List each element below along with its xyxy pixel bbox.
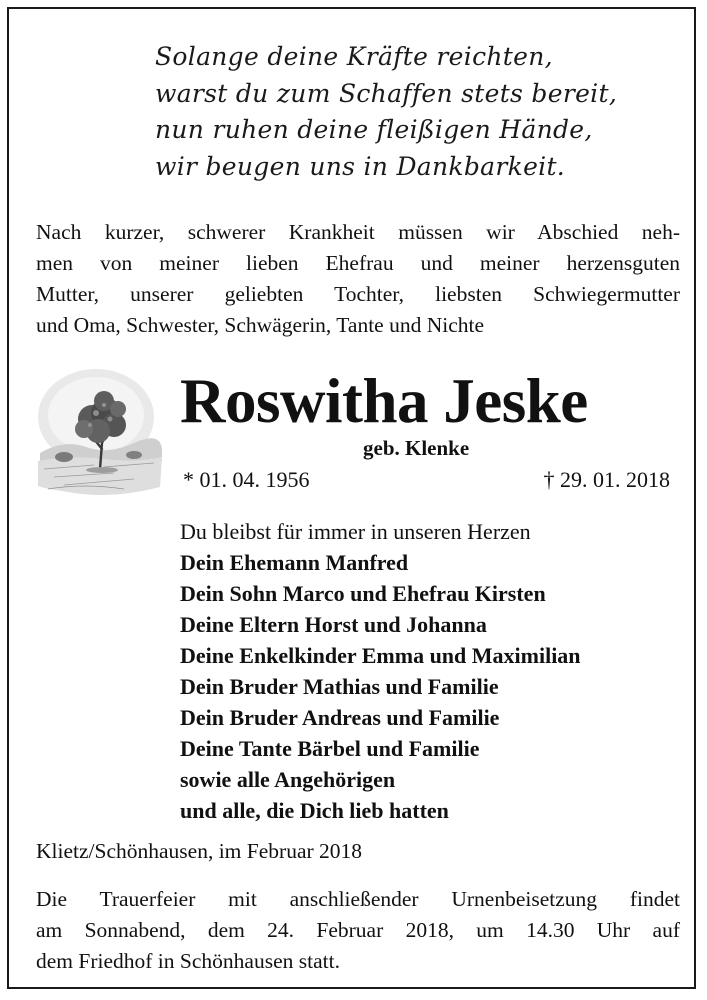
mourner-entry: Deine Eltern Horst und Johanna (180, 612, 487, 637)
intro-paragraph (36, 217, 680, 341)
place-and-date: Klietz/Schönhausen, im Februar 2018 (36, 839, 363, 863)
mourners-lead: Du bleibst für immer in unseren Herzen (180, 519, 531, 544)
mourner-entry: Dein Bruder Andreas und Familie (180, 705, 500, 730)
mourner-entry: sowie alle Angehörigen (180, 767, 396, 792)
intro-line: und Oma, Schwester, Schwägerin, Tante und Nichte (36, 313, 485, 337)
poem-line: Solange deine Kräfte reichten, (155, 42, 553, 71)
mourner-entry: Dein Ehemann Manfred (180, 550, 409, 575)
poem-line: wir beugen uns in Dankbarkeit. (155, 151, 566, 181)
tree-landscape-illustration (34, 357, 164, 507)
memorial-poem (155, 39, 675, 185)
poem-line: warst du zum Schaffen stets bereit, (155, 78, 618, 108)
funeral-line: am Sonnabend, dem 24. Februar 2018, um 14.30 Uhr auf (36, 918, 680, 942)
mourner-entry: Deine Enkelkinder Emma und Maximilian (180, 643, 581, 668)
intro-line: Mutter, unserer geliebten Tochter, liebsten Schwiegermutter (36, 282, 680, 306)
mourner-entry: Dein Bruder Mathias und Familie (180, 674, 499, 699)
death-date: † 29. 01. 2018 (543, 467, 670, 492)
birth-date: * 01. 04. 1956 (183, 467, 310, 492)
mourners-list (180, 516, 685, 826)
poem-line: nun ruhen deine fleißigen Hände, (155, 115, 593, 144)
funeral-line: Die Trauerfeier mit anschließender Urnenbeisetzung findet (36, 887, 680, 911)
mourner-entry: Dein Sohn Marco und Ehefrau Kirsten (180, 581, 546, 606)
funeral-notice (36, 884, 680, 977)
intro-line: men von meiner lieben Ehefrau und meiner herzensguten (36, 251, 680, 275)
deceased-name: Roswitha Jeske (180, 366, 588, 436)
mourner-entry: und alle, die Dich lieb hatten (180, 798, 449, 823)
intro-line: Nach kurzer, schwerer Krankheit müssen wir Abschied neh- (36, 220, 680, 244)
maiden-name: geb. Klenke (363, 436, 470, 460)
mourner-entry: Deine Tante Bärbel und Familie (180, 736, 480, 761)
obituary-notice (7, 7, 696, 989)
funeral-line: dem Friedhof in Schönhausen statt. (36, 949, 340, 973)
